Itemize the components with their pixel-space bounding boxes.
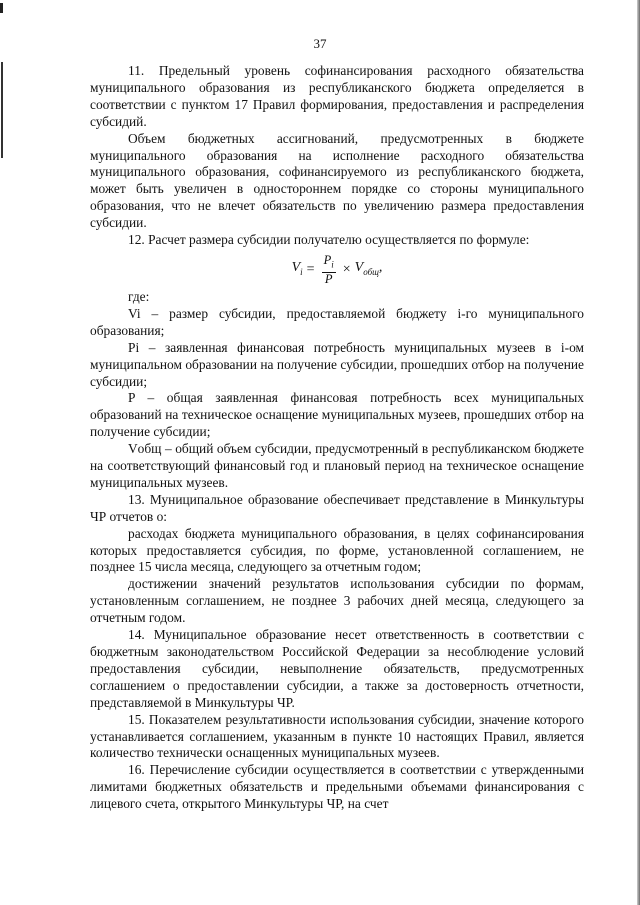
paragraph-13-results: достижении значений результатов использования субсидии по формам, установленным соглашением, не позднее 3 рабочих дней месяца, следующего за отчетным годом. [90, 576, 584, 626]
paragraph-14: 14. Муниципальное образование несет ответственность в соответствии с бюджетным законодательством Российской Федерации за несоблюдение условий предоставления субсидии, невыполнение обязательств, предусмотренных соглашением о предоставлении субсидии, а также за достоверность отчетности, представляемой в Минкультуры ЧР. [90, 627, 584, 710]
paragraph-13-expenses: расходах бюджета муниципального образования, в целях софинансирования которых предоставляется субсидия, по форме, установленной соглашением, не позднее 15 числа месяца, следующего за отчетным годом; [90, 525, 584, 575]
definition-vobsh: Vобщ – общий объем субсидии, предусмотренный в республиканском бюджете на соответствующий финансовый год и плановый период на техническое оснащение муниципальных музеев. [90, 441, 584, 490]
scan-margin-line [1, 62, 3, 158]
paragraph-13: 13. Муниципальное образование обеспечивает представление в Минкультуры ЧР отчетов о: [90, 491, 584, 524]
formula-rhs: $V_{общ}$, [354, 259, 383, 277]
paragraph-11: 11. Предельный уровень софинансирования расходного обязательства муниципального образования из республиканского бюджета определяется в соответствии с пунктом 17 Правил формирования, предоставления и распределения субсидий. [90, 63, 584, 129]
definition-p: P – общая заявленная финансовая потребность всех муниципальных образований на техническое оснащение муниципальных музеев, прошедших отбор на получение субсидии; [90, 390, 584, 440]
paragraph-16: 16. Перечисление субсидии осуществляется в соответствии с утвержденными лимитами бюджетных обязательств и предельными объемами финансирования с лицевого счета, открытого Минкультуры ЧР, на счет [90, 762, 584, 812]
fraction-numerator: $P_i$ [322, 254, 336, 273]
paragraph-where: где: [128, 288, 150, 304]
definition-vi: Vi – размер субсидии, предоставляемой бюджету i-го муниципального образования; [90, 305, 584, 338]
fraction-denominator: P [324, 271, 333, 286]
formula-fraction [322, 254, 336, 286]
paragraph-12: 12. Расчет размера субсидии получателю осуществляется по формуле: [128, 232, 530, 248]
paragraph-15: 15. Показателем результативности использования субсидии, значение которого устанавливается соглашением, указанным в пункте 10 настоящих Правил, является количество технически оснащенных муниципальных музеев. [90, 711, 584, 761]
scan-tick-mark [0, 3, 3, 13]
document-body [90, 63, 584, 813]
formula-lhs: $V_i$ [291, 259, 303, 277]
formula-times: × [342, 261, 351, 277]
paragraph-volume: Объем бюджетных ассигнований, предусмотренных в бюджете муниципального образования на исполнение расходного обязательства муниципального образования, софинансируемого из республиканского бюджета, может быть увеличен в одностороннем порядке со стороны муниципального образования, что не влечет обязательств по увеличению размера предоставления субсидии. [90, 130, 584, 231]
definition-pi: Pi – заявленная финансовая потребность муниципальных музеев в i-ом муниципальном образовании на получение субсидии, прошедших отбор на получение субсидии; [90, 339, 584, 389]
page-number: 37 [313, 36, 327, 51]
subsidy-formula: $V_i$ = $\frac{P_i}{P}$ × $V_{общ}$, [291, 253, 383, 286]
